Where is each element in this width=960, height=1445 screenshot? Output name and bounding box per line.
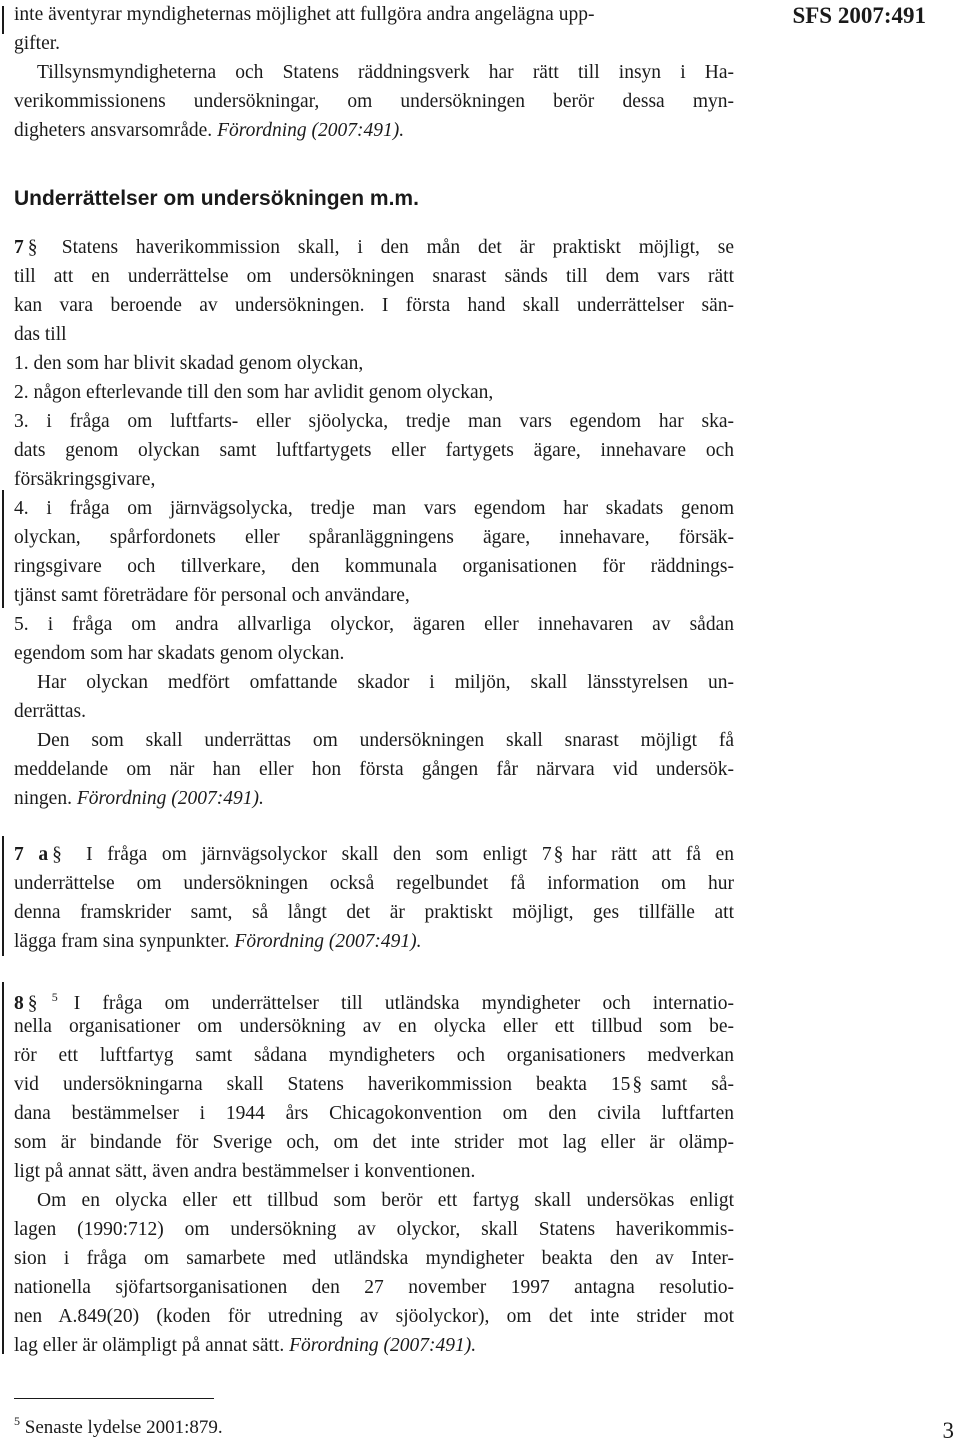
text-line: underrättelse om undersökningen också regelbundet få information om hur <box>14 873 734 894</box>
text-line: försäkringsgivare, <box>14 469 156 490</box>
text-line: Har olyckan medfört omfattande skador i miljön, skall länsstyrelsen un- <box>37 672 734 693</box>
text-line: kan vara beroende av undersökningen. I första hand skall underrättelser sän- <box>14 295 734 316</box>
text-line: dats genom olyckan samt luftfartygets eller fartygets ägare, innehavare och <box>14 440 734 461</box>
list-item: 4. i fråga om järnvägsolycka, tredje man vars egendom har skadats genom <box>14 498 734 519</box>
text-line: sion i fråga om samarbete med utländska myndigheter beakta den av Inter- <box>14 1248 734 1269</box>
document-id: SFS 2007:491 <box>792 3 926 28</box>
text-line: lag eller är olämpligt på annat sätt. Förordning (2007:491). <box>14 1335 477 1356</box>
text-line: rör ett luftfartyg samt sådana myndigheters och organisationers medverkan <box>14 1045 734 1066</box>
paragraph-7-first-line: 7 § Statens haverikommission skall, i den mån det är praktiskt möjligt, se <box>14 233 734 262</box>
text-line: verikommissionens undersökningar, om undersökningen berör dessa myn- <box>14 91 734 112</box>
text-line: denna framskrider samt, så långt det är praktiskt möjligt, ges tillfälle att <box>14 902 734 923</box>
text-line: olyckan, spårfordonets eller spåranläggningens ägare, innehavare, försäk- <box>14 527 734 548</box>
footnote-divider <box>14 1398 214 1399</box>
change-bar <box>2 490 4 608</box>
paragraph-number: 8 <box>14 993 24 1014</box>
text-line: Tillsynsmyndigheterna och Statens räddningsverk har rätt till insyn i Ha- <box>37 62 734 83</box>
text-line: nella organisationer om undersökning av en olycka eller ett tillbud som be- <box>14 1016 734 1037</box>
text-line: lägga fram sina synpunkter. Förordning (2007:491). <box>14 931 422 952</box>
change-bar <box>2 6 4 34</box>
text-line: tjänst samt företrädare för personal och användare, <box>14 585 410 606</box>
paragraph-number: 7 <box>14 237 24 258</box>
list-item: 3. i fråga om luftfarts- eller sjöolycka, tredje man vars egendom har ska- <box>14 411 734 432</box>
paragraph-number: 7 a <box>14 844 49 865</box>
section-sign: § <box>27 237 38 258</box>
text-line: das till <box>14 324 67 345</box>
section-sign: § <box>52 844 62 865</box>
text-line: dana bestämmelser i 1944 års Chicagokonvention om den civila luftfarten <box>14 1103 734 1124</box>
text-line: vid undersökningarna skall Statens haverikommission beakta 15 § samt så- <box>14 1070 734 1099</box>
text-line: Om en olycka eller ett tillbud som berör ett fartyg skall undersökas enligt <box>37 1190 734 1211</box>
paragraph-8-first-line: 8 § $^5$ I fråga om underrättelser till utländska myndigheter och internatio- <box>14 983 734 1018</box>
section-sign: § <box>632 1074 643 1095</box>
paragraph-7a-first-line: 7 a § I fråga om järnvägsolyckor skall den som enligt 7 § har rätt att få en <box>14 840 734 869</box>
footnote: $^5$ Senaste lydelse 2001:879. <box>14 1414 223 1438</box>
footnote-mark: 5 <box>51 990 58 1004</box>
citation: Förordning (2007:491). <box>217 120 405 141</box>
citation: Förordning (2007:491). <box>76 788 264 809</box>
text-line: Den som skall underrättas om undersökningen skall snarast möjligt få <box>37 730 734 751</box>
citation: Förordning (2007:491). <box>289 1335 477 1356</box>
text-line: ningen. Förordning (2007:491). <box>14 788 264 809</box>
text-line: nationella sjöfartsorganisationen den 27 november 1997 antagna resolutio- <box>14 1277 734 1298</box>
change-bar <box>2 836 4 956</box>
text-line: ligt på annat sätt, även andra bestämmelser i konventionen. <box>14 1161 476 1182</box>
change-bar <box>2 982 4 1354</box>
text-line: ringsgivare och tillverkare, den kommunala organisationen för räddnings- <box>14 556 734 577</box>
list-item: 5. i fråga om andra allvarliga olyckor, ägaren eller innehavaren av sådan <box>14 614 734 635</box>
text-line: digheters ansvarsområde. Förordning (2007:491). <box>14 120 405 141</box>
section-sign: § <box>27 993 38 1014</box>
page-number: 3 <box>942 1418 954 1443</box>
text-line: nen A.849(20) (koden för utredning av sjöolyckor), om det inte strider mot <box>14 1306 734 1327</box>
text-line: meddelande om när han eller hon första gången får närvara vid undersök- <box>14 759 734 780</box>
list-item: 1. den som har blivit skadad genom olyckan, <box>14 353 364 374</box>
text-line: gifter. <box>14 33 61 54</box>
list-item: 2. någon efterlevande till den som har avlidit genom olyckan, <box>14 382 494 403</box>
text-line: derrättas. <box>14 701 87 722</box>
section-sign: § <box>553 844 564 865</box>
text-line: som är bindande för Sverige och, om det inte strider mot lag eller är olämp- <box>14 1132 734 1153</box>
citation: Förordning (2007:491). <box>234 931 422 952</box>
text-line: inte äventyrar myndigheternas möjlighet att fullgöra andra angelägna upp- <box>14 4 595 25</box>
text-line: till att en underrättelse om undersökningen snarast sänds till dem vars rätt <box>14 266 734 287</box>
text-line: lagen (1990:712) om undersökning av olyckor, skall Statens haverikommis- <box>14 1219 734 1240</box>
section-heading: Underrättelser om undersökningen m.m. <box>14 187 419 210</box>
text-line: egendom som har skadats genom olyckan. <box>14 643 345 664</box>
footnote-mark: 5 <box>14 1414 20 1428</box>
